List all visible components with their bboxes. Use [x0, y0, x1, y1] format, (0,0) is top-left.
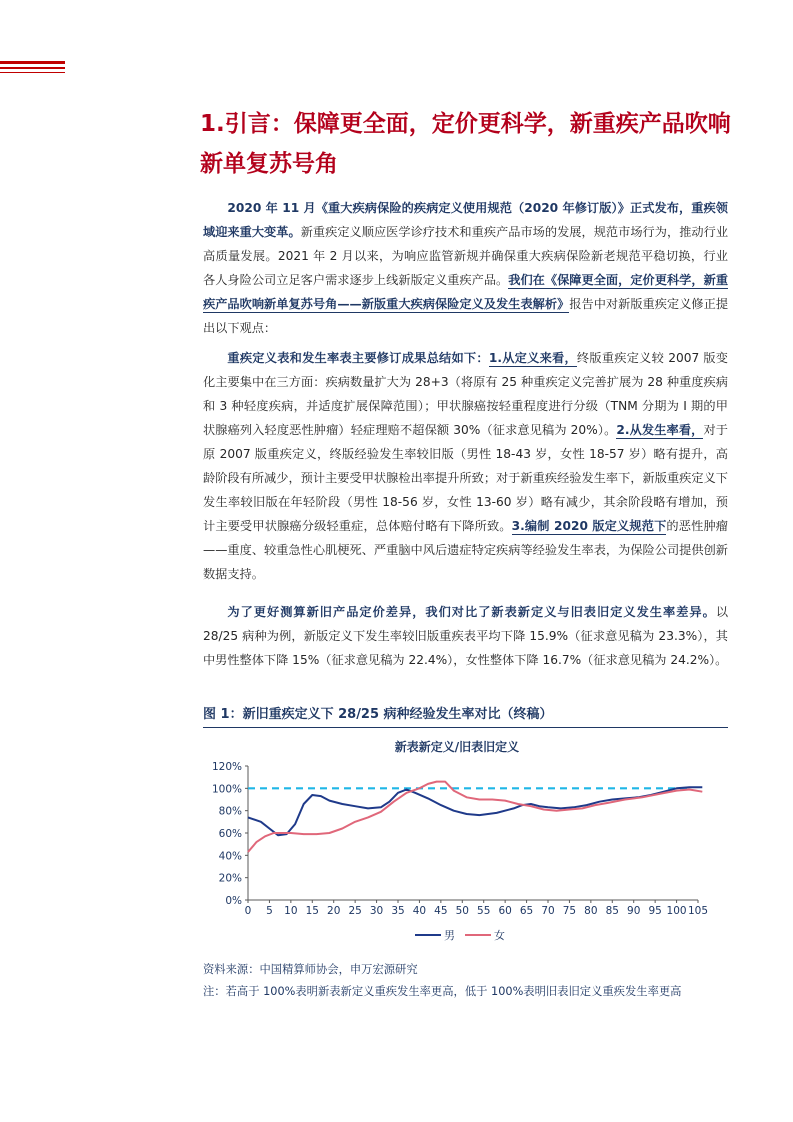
x-tick-label: 50	[455, 905, 469, 917]
x-tick-label: 100	[666, 905, 687, 917]
point-3-label: 3.编制 2020 版定义规范下	[511, 519, 667, 533]
intro-bold: 2020 年 11 月《重大疾病保险的疾病定义使用规范（2020 年修订版）》正式发布，重疾领域迎来重大变革。	[203, 201, 728, 239]
y-tick-label: 80%	[218, 805, 242, 818]
footnote: 注：若高于 100%表明新表新定义重疾发生率更高，低于 100%表明旧表旧定义重疾发生率更高	[203, 985, 682, 998]
y-tick-label: 40%	[218, 850, 242, 863]
summary-lead: 重疾定义表和发生率表主要修订成果总结如下：	[227, 351, 489, 365]
pricing-bold: 为了更好测算新旧产品定价差异，我们对比了新表新定义与旧表旧定义发生率差异。	[227, 605, 716, 619]
source-note: 资料来源：中国精算师协会，申万宏源研究	[203, 963, 418, 976]
header-rule-thick	[0, 61, 65, 64]
x-tick-label: 80	[584, 905, 598, 917]
x-tick-label: 90	[627, 905, 641, 917]
point-2-text: 对于原 2007 版重疾定义，终版经验发生率较旧版（男性 18-43 岁，女性 18-57 岁）略有提升，高龄阶段有所减少，预计主要受甲状腺检出率提升所致；对于新重疾经验发生率下，新版重疾定义下发生率较旧版在年轻阶段（男性 18-56 岁，女性 13-60 岁）略有减少，其余阶段略有增加，预计主要受甲状腺癌分级轻重症，总体赔付略有下降所致。	[203, 423, 728, 533]
x-tick-label: 15	[305, 905, 319, 917]
series-line-male	[248, 787, 702, 835]
header-rule-thin	[0, 72, 65, 73]
x-tick-label: 105	[687, 905, 709, 917]
x-tick-label: 55	[477, 905, 491, 917]
y-tick-label: 20%	[218, 872, 242, 885]
x-tick-label: 70	[541, 905, 555, 917]
x-tick-label: 40	[412, 905, 427, 917]
legend-male-label: 男	[444, 929, 455, 942]
y-tick-label: 100%	[211, 783, 242, 796]
x-tick-label: 45	[434, 905, 448, 917]
x-tick-label: 75	[562, 905, 577, 917]
x-tick-label: 10	[284, 905, 298, 917]
figure-title: 图 1：新旧重疾定义下 28/25 病种经验发生率对比（终稿）	[203, 706, 728, 728]
legend-female-label: 女	[494, 929, 505, 942]
point-1-label: 1.从定义来看，	[488, 351, 577, 365]
x-tick-label: 0	[244, 905, 252, 917]
pricing-comparison-paragraph	[203, 600, 728, 672]
x-tick-label: 30	[369, 905, 384, 917]
header-rule-medium	[0, 67, 65, 69]
x-tick-label: 85	[605, 905, 619, 917]
x-tick-label: 35	[391, 905, 405, 917]
y-tick-label: 60%	[218, 828, 242, 840]
y-tick-label: 120%	[211, 761, 242, 773]
chart-legend	[415, 928, 505, 942]
point-3-text: 的恶性肿瘤——重度、较重急性心肌梗死、严重脑中风后遗症特定疾病等经验发生率表，为保险公司提供创新数据支持。	[203, 519, 728, 581]
intro-tail: 报告中对新版重疾定义修正提出以下观点：	[203, 297, 729, 335]
revision-summary-paragraph	[203, 346, 728, 586]
intro-paragraph	[203, 196, 728, 340]
y-tick-label: 0%	[225, 895, 242, 907]
pricing-text: 以 28/25 病种为例，新版定义下发生率较旧版重疾表平均下降 15.9%（征求意见稿为 23.3%），其中男性整体下降 15%（征求意见稿为 22.4%），女性整体下降 16.7%（征求意见稿为 24.2%）。	[203, 605, 728, 667]
intro-text: 新重疾定义顺应医学诊疗技术和重疾产品市场的发展，规范市场行为，推动行业高质量发展。2021 年 2 月以来，为响应监管新规并确保重大疾病保险新老规范平稳切换，行业各人身险公司立足客户需求逐步上线新版定义重疾产品。	[203, 225, 729, 287]
x-tick-label: 20	[327, 905, 341, 917]
section-title: 1.引言：保障更全面，定价更科学，新重疾产品吹响新单复苏号角	[200, 111, 731, 177]
x-tick-label: 25	[348, 905, 362, 917]
x-tick-label: 65	[519, 905, 534, 917]
incidence-ratio-chart	[203, 732, 728, 952]
x-tick-label: 95	[648, 905, 662, 917]
point-2-label: 2.从发生率看，	[616, 423, 704, 437]
report-reference-link[interactable]: 我们在《保障更全面，定价更科学，新重疾产品吹响新单复苏号角——新版重大疾病保险定义及发生表解析》	[203, 273, 729, 311]
chart-title: 新表新定义/旧表旧定义	[394, 740, 520, 754]
series-line-female	[248, 782, 702, 852]
point-1-text: 终版重疾定义较 2007 版变化主要集中在三方面：疾病数量扩大为 28+3（将原有 25 种重疾定义完善扩展为 28 种重度疾病和 3 种轻度疾病，并适度扩展保障范围）；甲状腺癌按轻重程度进行分级（TNM 分期为 I 期的甲状腺癌列入轻度恶性肿瘤）轻症理赔不超保额 30%（征求意见稿为 20%）。	[203, 351, 728, 437]
x-tick-label: 5	[266, 905, 273, 917]
x-tick-label: 60	[498, 905, 512, 917]
